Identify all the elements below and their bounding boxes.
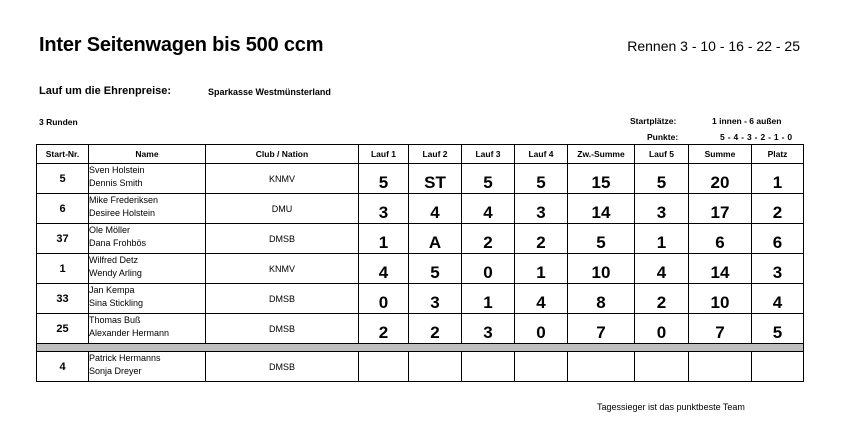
team-names <box>89 352 206 382</box>
team-names <box>89 164 206 194</box>
page-title: Inter Seitenwagen bis 500 ccm <box>39 34 324 56</box>
platz: 3 <box>752 254 804 284</box>
lauf4-score: 3 <box>515 194 568 224</box>
lauf1-score: 2 <box>359 314 409 344</box>
lauf5-score: 0 <box>635 314 689 344</box>
driver-name: Sven Holstein <box>89 165 145 175</box>
club-nation: KNMV <box>206 254 359 284</box>
lauf4-score: 5 <box>515 164 568 194</box>
club-nation: DMSB <box>206 224 359 254</box>
col-header: Lauf 4 <box>515 145 568 164</box>
driver-name: Jan Kempa <box>89 285 135 295</box>
zwischensumme <box>568 352 635 382</box>
lauf2-score: 3 <box>409 284 462 314</box>
lauf3-score: 2 <box>462 224 515 254</box>
lauf5-score: 5 <box>635 164 689 194</box>
zwischensumme: 8 <box>568 284 635 314</box>
col-header: Name <box>89 145 206 164</box>
lauf4-score: 2 <box>515 224 568 254</box>
driver-name: Wilfred Detz <box>89 255 139 265</box>
lauf5-score: 1 <box>635 224 689 254</box>
lauf2-score: 2 <box>409 314 462 344</box>
passenger-name: Wendy Arling <box>89 268 142 278</box>
driver-name: Mike Frederiksen <box>89 195 159 205</box>
col-header: Platz <box>752 145 804 164</box>
start-number: 37 <box>37 224 89 254</box>
team-names <box>89 254 206 284</box>
lauf2-score: ST <box>409 164 462 194</box>
passenger-name: Alexander Hermann <box>89 328 170 338</box>
separator-bar <box>37 344 804 352</box>
table-row <box>37 254 804 284</box>
lauf1-score <box>359 352 409 382</box>
lauf1-score: 3 <box>359 194 409 224</box>
club-nation: DMSB <box>206 352 359 382</box>
zwischensumme: 10 <box>568 254 635 284</box>
lauf1-score: 4 <box>359 254 409 284</box>
col-header: Zw.-Summe <box>568 145 635 164</box>
team-names <box>89 314 206 344</box>
col-header: Lauf 1 <box>359 145 409 164</box>
lauf5-score: 2 <box>635 284 689 314</box>
lauf4-score: 0 <box>515 314 568 344</box>
separator-row <box>37 344 804 352</box>
platz: 5 <box>752 314 804 344</box>
lauf2-score: 5 <box>409 254 462 284</box>
col-header: Summe <box>689 145 752 164</box>
lauf2-score: 4 <box>409 194 462 224</box>
results-table <box>36 144 804 382</box>
lauf1-score: 0 <box>359 284 409 314</box>
platz: 1 <box>752 164 804 194</box>
club-nation: DMU <box>206 194 359 224</box>
start-number: 1 <box>37 254 89 284</box>
start-number: 5 <box>37 164 89 194</box>
summe: 10 <box>689 284 752 314</box>
summe: 7 <box>689 314 752 344</box>
startplaetze-label: Startplätze: <box>630 116 677 126</box>
passenger-name: Desiree Holstein <box>89 208 156 218</box>
platz: 2 <box>752 194 804 224</box>
summe: 6 <box>689 224 752 254</box>
driver-name: Patrick Hermanns <box>89 353 161 363</box>
lauf5-score <box>635 352 689 382</box>
table-row <box>37 314 804 344</box>
summe: 20 <box>689 164 752 194</box>
zwischensumme: 7 <box>568 314 635 344</box>
col-header: Club / Nation <box>206 145 359 164</box>
club-nation: KNMV <box>206 164 359 194</box>
header-row <box>37 145 804 164</box>
lauf1-score: 1 <box>359 224 409 254</box>
summe: 17 <box>689 194 752 224</box>
start-number: 4 <box>37 352 89 382</box>
punkte-label: Punkte: <box>647 132 679 142</box>
col-header: Lauf 3 <box>462 145 515 164</box>
lauf3-score: 4 <box>462 194 515 224</box>
punkte-value: 5 - 4 - 3 - 2 - 1 - 0 <box>720 132 793 142</box>
zwischensumme: 15 <box>568 164 635 194</box>
start-number: 33 <box>37 284 89 314</box>
driver-name: Ole Möller <box>89 225 131 235</box>
lauf2-score: A <box>409 224 462 254</box>
team-names <box>89 194 206 224</box>
lauf1-score: 5 <box>359 164 409 194</box>
summe: 14 <box>689 254 752 284</box>
passenger-name: Dennis Smith <box>89 178 143 188</box>
lauf3-score <box>462 352 515 382</box>
start-number: 6 <box>37 194 89 224</box>
table-row <box>37 164 804 194</box>
lauf2-score <box>409 352 462 382</box>
club-nation: DMSB <box>206 314 359 344</box>
table-row <box>37 194 804 224</box>
passenger-name: Sonja Dreyer <box>89 366 142 376</box>
team-names <box>89 224 206 254</box>
lauf3-score: 5 <box>462 164 515 194</box>
lauf3-score: 0 <box>462 254 515 284</box>
platz <box>752 352 804 382</box>
passenger-name: Dana Frohbös <box>89 238 147 248</box>
col-header: Lauf 2 <box>409 145 462 164</box>
summe <box>689 352 752 382</box>
lauf4-score: 4 <box>515 284 568 314</box>
passenger-name: Sina Stickling <box>89 298 144 308</box>
lauf3-score: 3 <box>462 314 515 344</box>
lauf5-score: 3 <box>635 194 689 224</box>
table-row <box>37 224 804 254</box>
col-header: Start-Nr. <box>37 145 89 164</box>
lauf4-score: 1 <box>515 254 568 284</box>
lauf3-score: 1 <box>462 284 515 314</box>
lauf5-score: 4 <box>635 254 689 284</box>
driver-name: Thomas Buß <box>89 315 141 325</box>
table-row <box>37 284 804 314</box>
team-names <box>89 284 206 314</box>
startplaetze-value: 1 innen - 6 außen <box>712 116 782 126</box>
lauf4-score <box>515 352 568 382</box>
reserve-row <box>37 352 804 382</box>
race-numbers: Rennen 3 - 10 - 16 - 22 - 25 <box>627 38 800 54</box>
start-number: 25 <box>37 314 89 344</box>
ehrenpreis-sponsor: Sparkasse Westmünsterland <box>208 87 331 97</box>
laps-info: 3 Runden <box>39 117 78 127</box>
footer-note: Tagessieger ist das punktbeste Team <box>597 402 745 412</box>
platz: 6 <box>752 224 804 254</box>
club-nation: DMSB <box>206 284 359 314</box>
zwischensumme: 14 <box>568 194 635 224</box>
zwischensumme: 5 <box>568 224 635 254</box>
ehrenpreis-label: Lauf um die Ehrenpreise: <box>39 85 172 97</box>
col-header: Lauf 5 <box>635 145 689 164</box>
platz: 4 <box>752 284 804 314</box>
